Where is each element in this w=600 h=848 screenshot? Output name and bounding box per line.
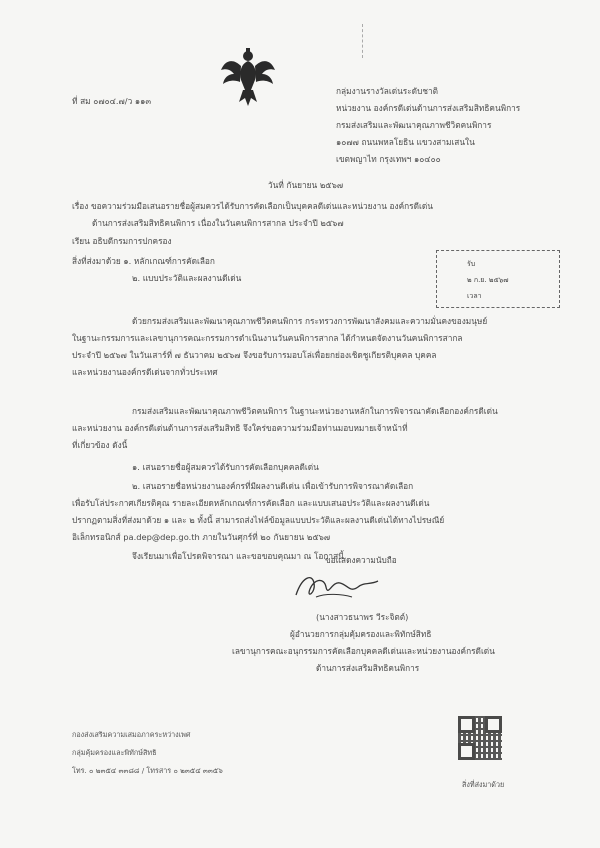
para1-line-4: และหน่วยงานองค์กรดีเด่นจากทั่วประเทศ — [72, 367, 218, 377]
handwritten-signature — [292, 567, 382, 607]
request-item-2-line-2: เพื่อรับโล่ประกาศเกียรติคุณ รายละเอียดหลักเกณฑ์การคัดเลือก และแบบเสนอประวัติและผลงานดีเด่น — [72, 498, 430, 508]
signatory-title-2: เลขานุการคณะอนุกรรมการคัดเลือกบุคคลดีเด่นและหน่วยงานองค์กรดีเด่น — [232, 646, 495, 656]
subject-line-2: ด้านการส่งเสริมสิทธิคนพิการ เนื่องในวันคนพิการสากล ประจำปี ๒๕๖๗ — [92, 218, 344, 228]
received-stamp — [436, 250, 560, 308]
signatory-title-1: ผู้อำนวยการกลุ่มคุ้มครองและพิทักษ์สิทธิ — [290, 629, 432, 639]
para1-line-1: ด้วยกรมส่งเสริมและพัฒนาคุณภาพชีวิตคนพิการ กระทรวงการพัฒนาสังคมและความมั่นคงของมนุษย์ — [132, 316, 488, 326]
office-line-3: กรมส่งเสริมและพัฒนาคุณภาพชีวิตคนพิการ — [336, 120, 492, 130]
para2-line-1: กรมส่งเสริมและพัฒนาคุณภาพชีวิตคนพิการ ในฐานะหน่วยงานหลักในการพิจารณาคัดเลือกองค์กรดีเด่น — [132, 406, 498, 416]
closing-line: จึงเรียนมาเพื่อโปรดพิจารณา และขอขอบคุณมา ณ โอกาสนี้ — [132, 551, 344, 561]
recipient: เรียน อธิบดีกรมการปกครอง — [72, 236, 172, 246]
office-line-4: ๑๐๗๗ ถนนพหลโยธิน แขวงสามเสนใน — [336, 137, 475, 147]
subject-line-1: เรื่อง ขอความร่วมมือเสนอรายชื่อผู้สมควรได้รับการคัดเลือกเป็นบุคคลดีเด่นและหน่วยงาน องค์กรดีเด่น — [72, 201, 433, 211]
request-item-2-line-4: อิเล็กทรอนิกส์ pa.dep@dep.go.th ภายในวันศุกร์ที่ ๒๐ กันยายน ๒๕๖๗ — [72, 532, 331, 542]
para2-line-2: และหน่วยงาน องค์กรดีเด่นด้านการส่งเสริมสิทธิ จึงใคร่ขอความร่วมมือท่านมอบหมายเจ้าหน้าที่ — [72, 423, 408, 433]
enclosure-2: ๒. แบบประวัติและผลงานดีเด่น — [132, 273, 242, 283]
enclosure-1: สิ่งที่ส่งมาด้วย ๑. หลักเกณฑ์การคัดเลือก — [72, 256, 215, 266]
request-item-2-line-3: ปรากฏตามสิ่งที่ส่งมาด้วย ๑ และ ๒ ทั้งนี้ สามารถส่งไฟล์ข้อมูลแบบประวัติและผลงานดีเด่นได้ทางไปรษณีย์ — [72, 515, 445, 525]
office-line-2: หน่วยงาน องค์กรดีเด่นด้านการส่งเสริมสิทธิคนพิการ — [336, 103, 521, 113]
request-item-2-line-1: ๒. เสนอรายชื่อหน่วยงานองค์กรที่มีผลงานดีเด่น เพื่อเข้ารับการพิจารณาคัดเลือก — [132, 481, 414, 491]
footer-line-2: กลุ่มคุ้มครองและพิทักษ์สิทธิ — [72, 748, 157, 757]
stamp-line-3: เวลา — [467, 292, 482, 300]
stamp-line-1: รับ — [467, 260, 476, 268]
para2-line-3: ที่เกี่ยวข้อง ดังนี้ — [72, 440, 128, 450]
qr-code-icon — [458, 716, 502, 760]
para1-line-3: ประจำปี ๒๕๖๗ ในวันเสาร์ที่ ๗ ธันวาคม ๒๕๖๗ จึงขอรับการมอบโล่เพื่อยกย่องเชิดชูเกียรติบุคคล บุคคล — [72, 350, 437, 360]
qr-caption: สิ่งที่ส่งมาด้วย — [462, 780, 505, 789]
footer-line-3: โทร. ๐ ๒๓๕๔ ๓๓๘๘ / โทรสาร ๐ ๒๓๕๔ ๓๓๕๖ — [72, 766, 223, 775]
signatory-name: (นางสาวธนาพร วีระจิตต์) — [316, 612, 409, 622]
stamp-line-2: ๒ ก.ย. ๒๕๖๗ — [467, 276, 509, 284]
regards: ขอแสดงความนับถือ — [325, 555, 397, 565]
footer-line-1: กองส่งเสริมความเสมอภาคระหว่างเพศ — [72, 730, 191, 739]
signatory-title-3: ด้านการส่งเสริมสิทธิคนพิการ — [316, 663, 420, 673]
top-faint-stamp — [362, 24, 443, 58]
reference-number: ที่ สม ๐๗๐๔.๗/ว ๑๑๓ — [72, 96, 152, 106]
request-item-1: ๑. เสนอรายชื่อผู้สมควรได้รับการคัดเลือกบุคคลดีเด่น — [132, 462, 319, 472]
garuda-emblem-icon — [219, 46, 277, 108]
office-line-1: กลุ่มงานรางวัลเด่นระดับชาติ — [336, 86, 439, 96]
office-line-5: เขตพญาไท กรุงเทพฯ ๑๐๔๐๐ — [336, 154, 441, 164]
para1-line-2: ในฐานะกรรมการและเลขานุการคณะกรรมการดำเนินงานวันคนพิการสากล ได้กำหนดจัดงานวันคนพิการสากล — [72, 333, 463, 343]
letter-date: วันที่ กันยายน ๒๕๖๗ — [268, 180, 344, 190]
